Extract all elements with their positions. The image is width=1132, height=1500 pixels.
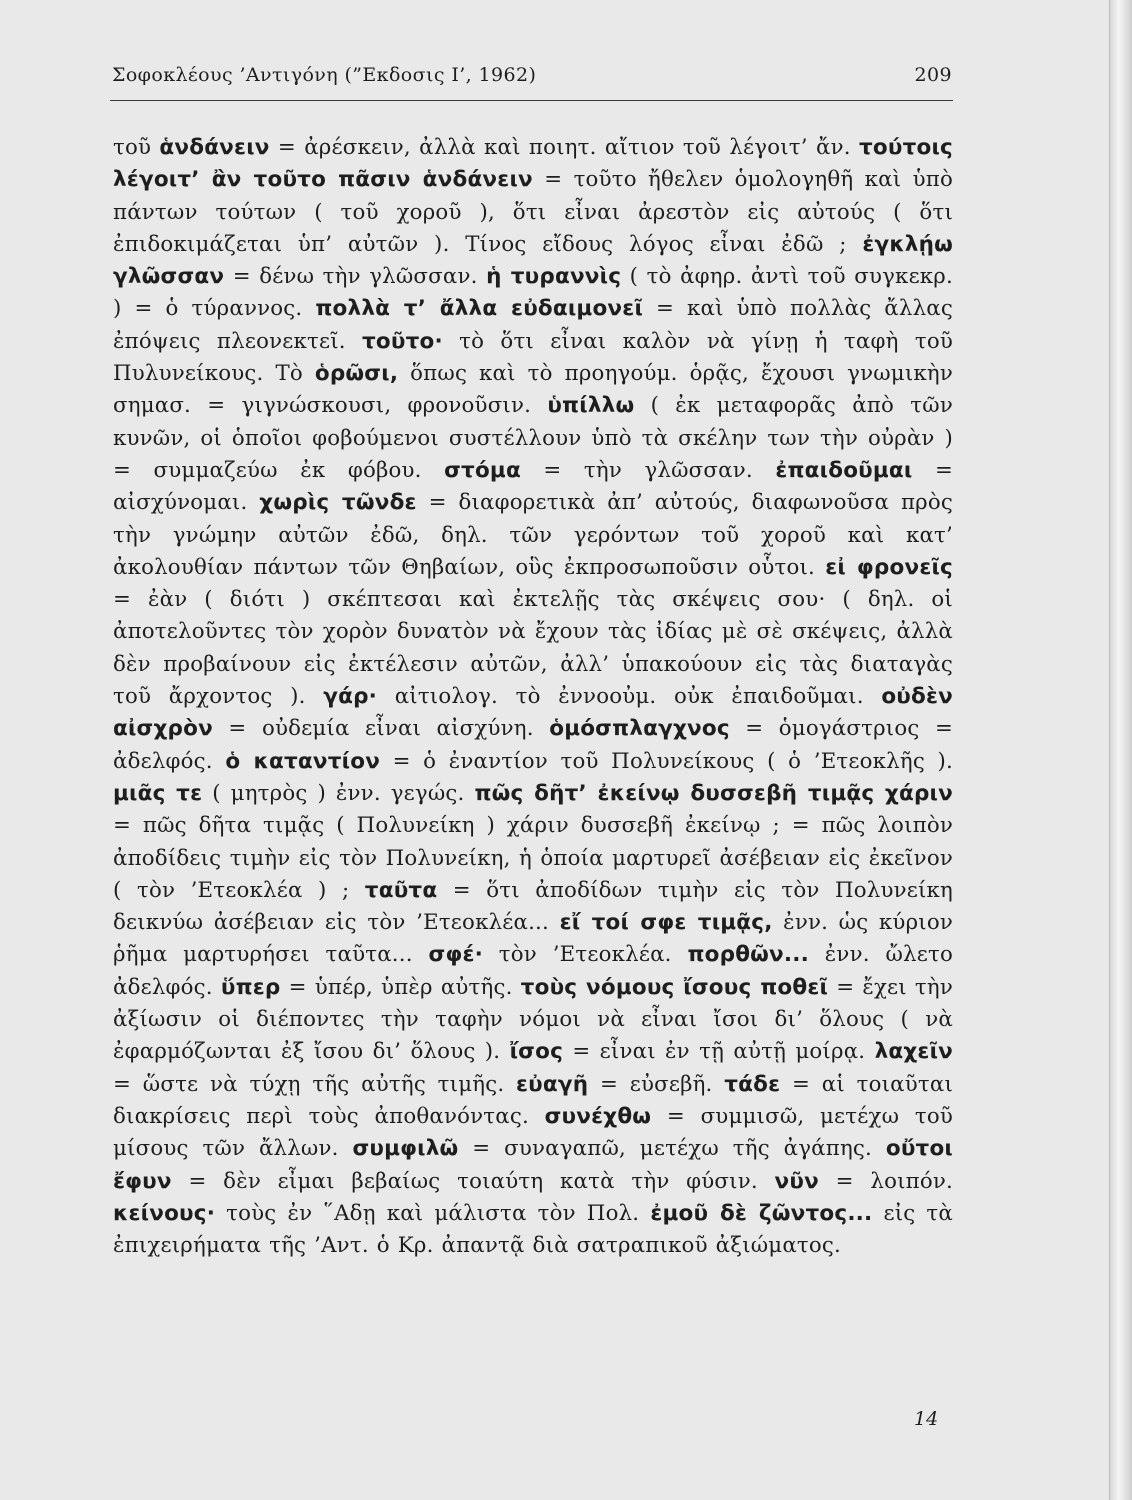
gloss-text: ἐνν. ὤλετο ἀδελφός. [113,942,953,1000]
header-rule [110,100,953,101]
lemma-term: νῦν [774,1168,819,1194]
lemma-term: στόμα [444,457,521,483]
gloss-text: ὅπως καὶ τὸ προηγούμ. ὁρᾷς, ἔχουσι γνωμικὴν σημασ. = γιγνώσκουσι, φρονοῦσιν. [113,361,953,419]
gloss-text: αἰτιολογ. τὸ ἐννοοὐμ. οὐκ ἐπαιδοῦμαι. [377,684,882,710]
lemma-term: οὔτοι ἔφυν [113,1136,954,1194]
lemma-term: ἐμοῦ δὲ ζῶντος... [650,1200,873,1226]
commentary-text [113,132,953,1262]
gloss-text: = λοιπόν. [818,1168,953,1194]
lemma-term: τάδε [724,1071,781,1097]
lemma-term: ὑπίλλω [547,393,635,419]
lemma-term: γάρ· [323,684,378,710]
running-title: Σοφοκλέους ’Αντιγόνη (”Εκδοσις Ι’, 1962) [112,64,537,86]
lemma-term: τοὺς νόμους ἴσους ποθεῖ [520,974,829,1000]
lemma-term: ταῦτα [364,877,438,903]
gloss-text: = ἐὰν ( διότι ) σκέπτεσαι καὶ ἐκτελῇς τὰς σκέψεις σου· ( δηλ. οἱ ἀποτελοῦντες τὸν χορὸν δυνατὸν νὰ ἔχουν τὰς ἰδίας μὲ σὲ σκέψεις, ἀλλὰ δὲν προβαίνουν εἰς ἐκτέλεσιν αὐτῶν, ἀλλ’ ὑπακούουν εἰς τὰς διαταγὰς τοῦ ἄρχοντος ). [113,587,953,710]
lemma-term: λαχεῖν [874,1039,953,1065]
gloss-text: τὸν ’Ετεοκλέα. [483,942,688,968]
gloss-text: = ὁ ἐναντίον τοῦ Πολυνείκους ( ὁ ’Ετεοκλῆς ). [380,748,953,774]
gloss-text: ( ἐκ μεταφορᾶς ἀπὸ τῶν κυνῶν, οἱ ὁποῖοι φοβούμενοι συστέλλουν ὑπὸ τὰ σκέλην των τὴν οὐρὰν ) = συμμαζεύω ἐκ φόβου. [113,393,953,483]
lemma-term: μιᾶς τε [113,780,203,806]
gloss-text: = ὅτι ἀποδίδων τιμὴν εἰς τὸν Πολυνείκη δεικνύω ἀσέβειαν εἰς τὸν ’Ετεοκλέα... [113,877,953,936]
gloss-text: = καὶ ὑπὸ πολλὰς ἄλλας ἐπόψεις πλεονεκτεῖ. [113,296,953,354]
lemma-term: ὕπερ [220,974,281,1000]
lemma-term: πολλὰ τ’ ἄλλα εὐδαιμονεῖ [315,296,644,322]
lemma-term: χωρὶς τῶνδε [259,490,417,516]
lemma-term: τοῦτο· [362,328,443,354]
gloss-text: = συμμισῶ, μετέχω τοῦ μίσους τῶν ἄλλων. [113,1103,953,1162]
lemma-term: πορθῶν... [687,942,810,968]
gloss-text: = ἔχει τὴν ἀξίωσιν οἱ διέποντες τὴν ταφὴν νόμοι νὰ εἶναι ἴσοι δι’ ὅλους ( νὰ ἐφαρμόζωνται ἐξ ἴσου δι’ ὅλους ). [113,974,953,1065]
page-number: 209 [914,64,952,86]
lemma-term: ἴσος [509,1039,564,1065]
gloss-text: εἰς τὰ ἐπιχειρήματα τῆς ’Αντ. ὁ Κρ. ἀπαντᾷ διὰ σατραπικοῦ ἀξιώματος. [113,1200,953,1259]
lemma-term: σφέ· [428,942,483,968]
gloss-text: τοῦ [113,135,160,160]
lemma-term: κείνους· [113,1200,216,1226]
gloss-text: ἐνν. ὡς κύριον ῥῆμα μαρτυρήσει ταῦτα... [113,910,954,968]
lemma-term: ἡ τυραννὶς [486,264,622,290]
lemma-term: ὁρῶσι, [314,361,399,387]
gloss-text: = ὥστε νὰ τύχῃ τῆς αὐτῆς τιμῆς. [113,1071,517,1097]
lemma-term: ὁμόσπλαγχνος [549,716,730,742]
lemma-term: εὐαγῆ [516,1071,589,1097]
gloss-text: = εἶναι ἐν τῇ αὐτῇ μοίρᾳ. [563,1039,875,1065]
gloss-text: = δένω τὴν γλῶσσαν. [224,264,487,290]
lemma-term: ἐπαιδοῦμαι [775,457,913,483]
lemma-term: τούτοις λέγοιτ’ ἂν τοῦτο πᾶσιν ἁνδάνειν [113,135,953,193]
gloss-text: τοὺς ἐν ῞Αδῃ καὶ μάλιστα τὸν Πολ. [215,1200,651,1226]
gloss-text: = διαφορετικὰ ἀπ’ αὐτούς, διαφωνοῦσα πρὸς τὴν γνώμην αὐτῶν ἐδῶ, δηλ. τῶν γερόντων τοῦ χοροῦ καὶ κατ’ ἀκολουθίαν πάντων τῶν Θηβαίων, οὓς ἐκπροσωποῦσιν οὗτοι. [113,490,954,580]
gloss-text: = τὴν γλῶσσαν. [520,457,776,483]
gloss-text: = τοῦτο ἤθελεν ὁμολογηθῆ καὶ ὑπὸ πάντων τούτων ( τοῦ χοροῦ ), ὅτι εἶναι ἀρεστὸν εἰς αὐτούς ( ὅτι ἐπιδοκιμάζεται ὑπ’ αὐτῶν ). Τίνος εἴδους λόγος εἶναι ἐδῶ ; [113,167,953,257]
lemma-term: ὁ καταντίον [225,748,381,774]
gloss-text: = ὑπέρ, ὑπὲρ αὐτῆς. [280,974,521,1000]
gloss-text: = αἰσχύνομαι. [113,457,953,516]
lemma-term: ἁνδάνειν [159,135,270,160]
gloss-text: = συναγαπῶ, μετέχω τῆς ἀγάπης. [458,1136,886,1162]
gloss-text: = ὁμογάστριος = ἀδελφός. [113,716,954,774]
lemma-term: πῶς δῆτ’ ἐκείνῳ δυσσεβῆ τιμᾷς χάριν [474,780,953,806]
gloss-text: = αἱ τοιαῦται διακρίσεις περὶ τοὺς ἀποθανόντας. [113,1071,953,1129]
lemma-term: εἰ φρονεῖς [825,554,954,580]
gloss-text: = οὐδεμία εἶναι αἰσχύνη. [212,716,550,742]
lemma-term: ἐγκλῄω γλῶσσαν [113,231,953,290]
signature-mark: 14 [914,1408,939,1430]
lemma-term: συνέχθω [544,1103,652,1129]
gloss-text: = πῶς δῆτα τιμᾷς ( Πολυνείκη ) χάριν δυσσεβῆ ἐκείνῳ ; = πῶς λοιπὸν ἀποδίδεις τιμὴν εἰς τὸν Πολυνείκη, ἡ ὁποία μαρτυρεῖ ἀσέβειαν εἰς ἐκεῖνον ( τὸν ’Ετεοκλέα ) ; [113,813,953,903]
gloss-text: ( μητρὸς ) ἐνν. γεγώς. [202,780,475,806]
gloss-text: ( τὸ ἀφηρ. ἀντὶ τοῦ συγκεκρ. ) = ὁ τύραννος. [113,264,953,322]
gloss-text: = ἀρέσκειν, ἀλλὰ καὶ ποιητ. αἴτιον τοῦ λέγοιτ’ ἄν. [269,135,859,160]
running-header [112,64,952,86]
lemma-term: συμφιλῶ [352,1136,459,1162]
gloss-text: τὸ ὅτι εἶναι καλὸν νὰ γίνῃ ἡ ταφὴ τοῦ Πυλυνείκους. Τὸ [113,328,953,387]
gloss-text: = δὲν εἶμαι βεβαίως τοιαύτη κατὰ τὴν φύσιν. [171,1168,775,1194]
lemma-term: εἴ τοί σφε τιμᾷς, [559,910,773,936]
page-edge [1109,0,1132,1500]
gloss-text: = εὐσεβῆ. [588,1071,725,1097]
lemma-term: οὐδὲν αἰσχρὸν [113,684,953,742]
